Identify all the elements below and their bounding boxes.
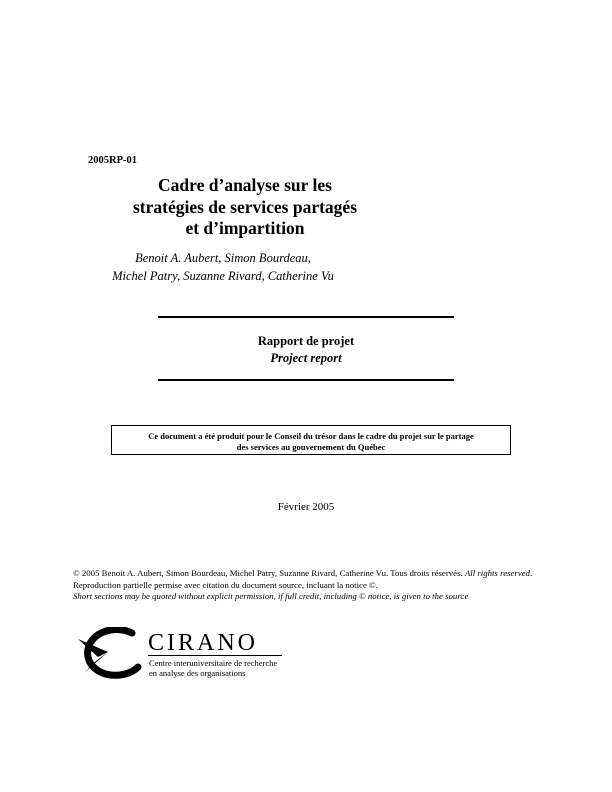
cirano-logo-icon [76, 627, 142, 679]
report-type [158, 333, 454, 367]
copyright-text: © 2005 Benoit A. Aubert, Simon Bourdeau, Michel Patry, Suzanne Rivard, Catherine Vu. Tous droits réservés. [73, 568, 465, 578]
title-line: stratégies de services partagés [132, 196, 358, 217]
author-line: Benoit A. Aubert, Simon Bourdeau, [135, 251, 311, 265]
divider-bottom [158, 379, 454, 381]
logo-divider [148, 655, 282, 656]
report-id: 2005RP-01 [88, 155, 137, 166]
copyright-english: Short sections may be quoted without explicit permission, if full credit, including © notice, is given to the source [73, 591, 469, 601]
logo-tagline [149, 658, 277, 678]
report-type-en: Project report [270, 351, 342, 365]
copyright-rights: All rights reserved [464, 568, 531, 578]
document-title [90, 175, 400, 240]
publication-date: Février 2005 [277, 501, 335, 513]
copyright-notice [73, 568, 543, 603]
title-line: et d’impartition [185, 218, 305, 238]
authors [80, 250, 366, 285]
logo-name: CIRANO [148, 630, 259, 656]
notice-box [111, 425, 511, 455]
logo-tagline-line: en analyse des organisations [149, 668, 246, 678]
copyright-reproduction: . Reproduction partielle permise avec citation du document source, incluant la notice ©. [73, 568, 533, 590]
divider-top [158, 316, 454, 318]
notice-line: Ce document a été produit pour le Conseil du trésor dans le cadre du projet sur le partage [148, 431, 474, 441]
title-line: Cadre d’analyse sur les [158, 175, 332, 195]
notice-line: des services au gouvernement du Québec [236, 442, 386, 452]
logo-tagline-line: Centre interuniversitaire de recherche [149, 658, 278, 668]
author-line: Michel Patry, Suzanne Rivard, Catherine Vu [112, 268, 334, 283]
report-type-fr: Rapport de projet [257, 334, 355, 348]
